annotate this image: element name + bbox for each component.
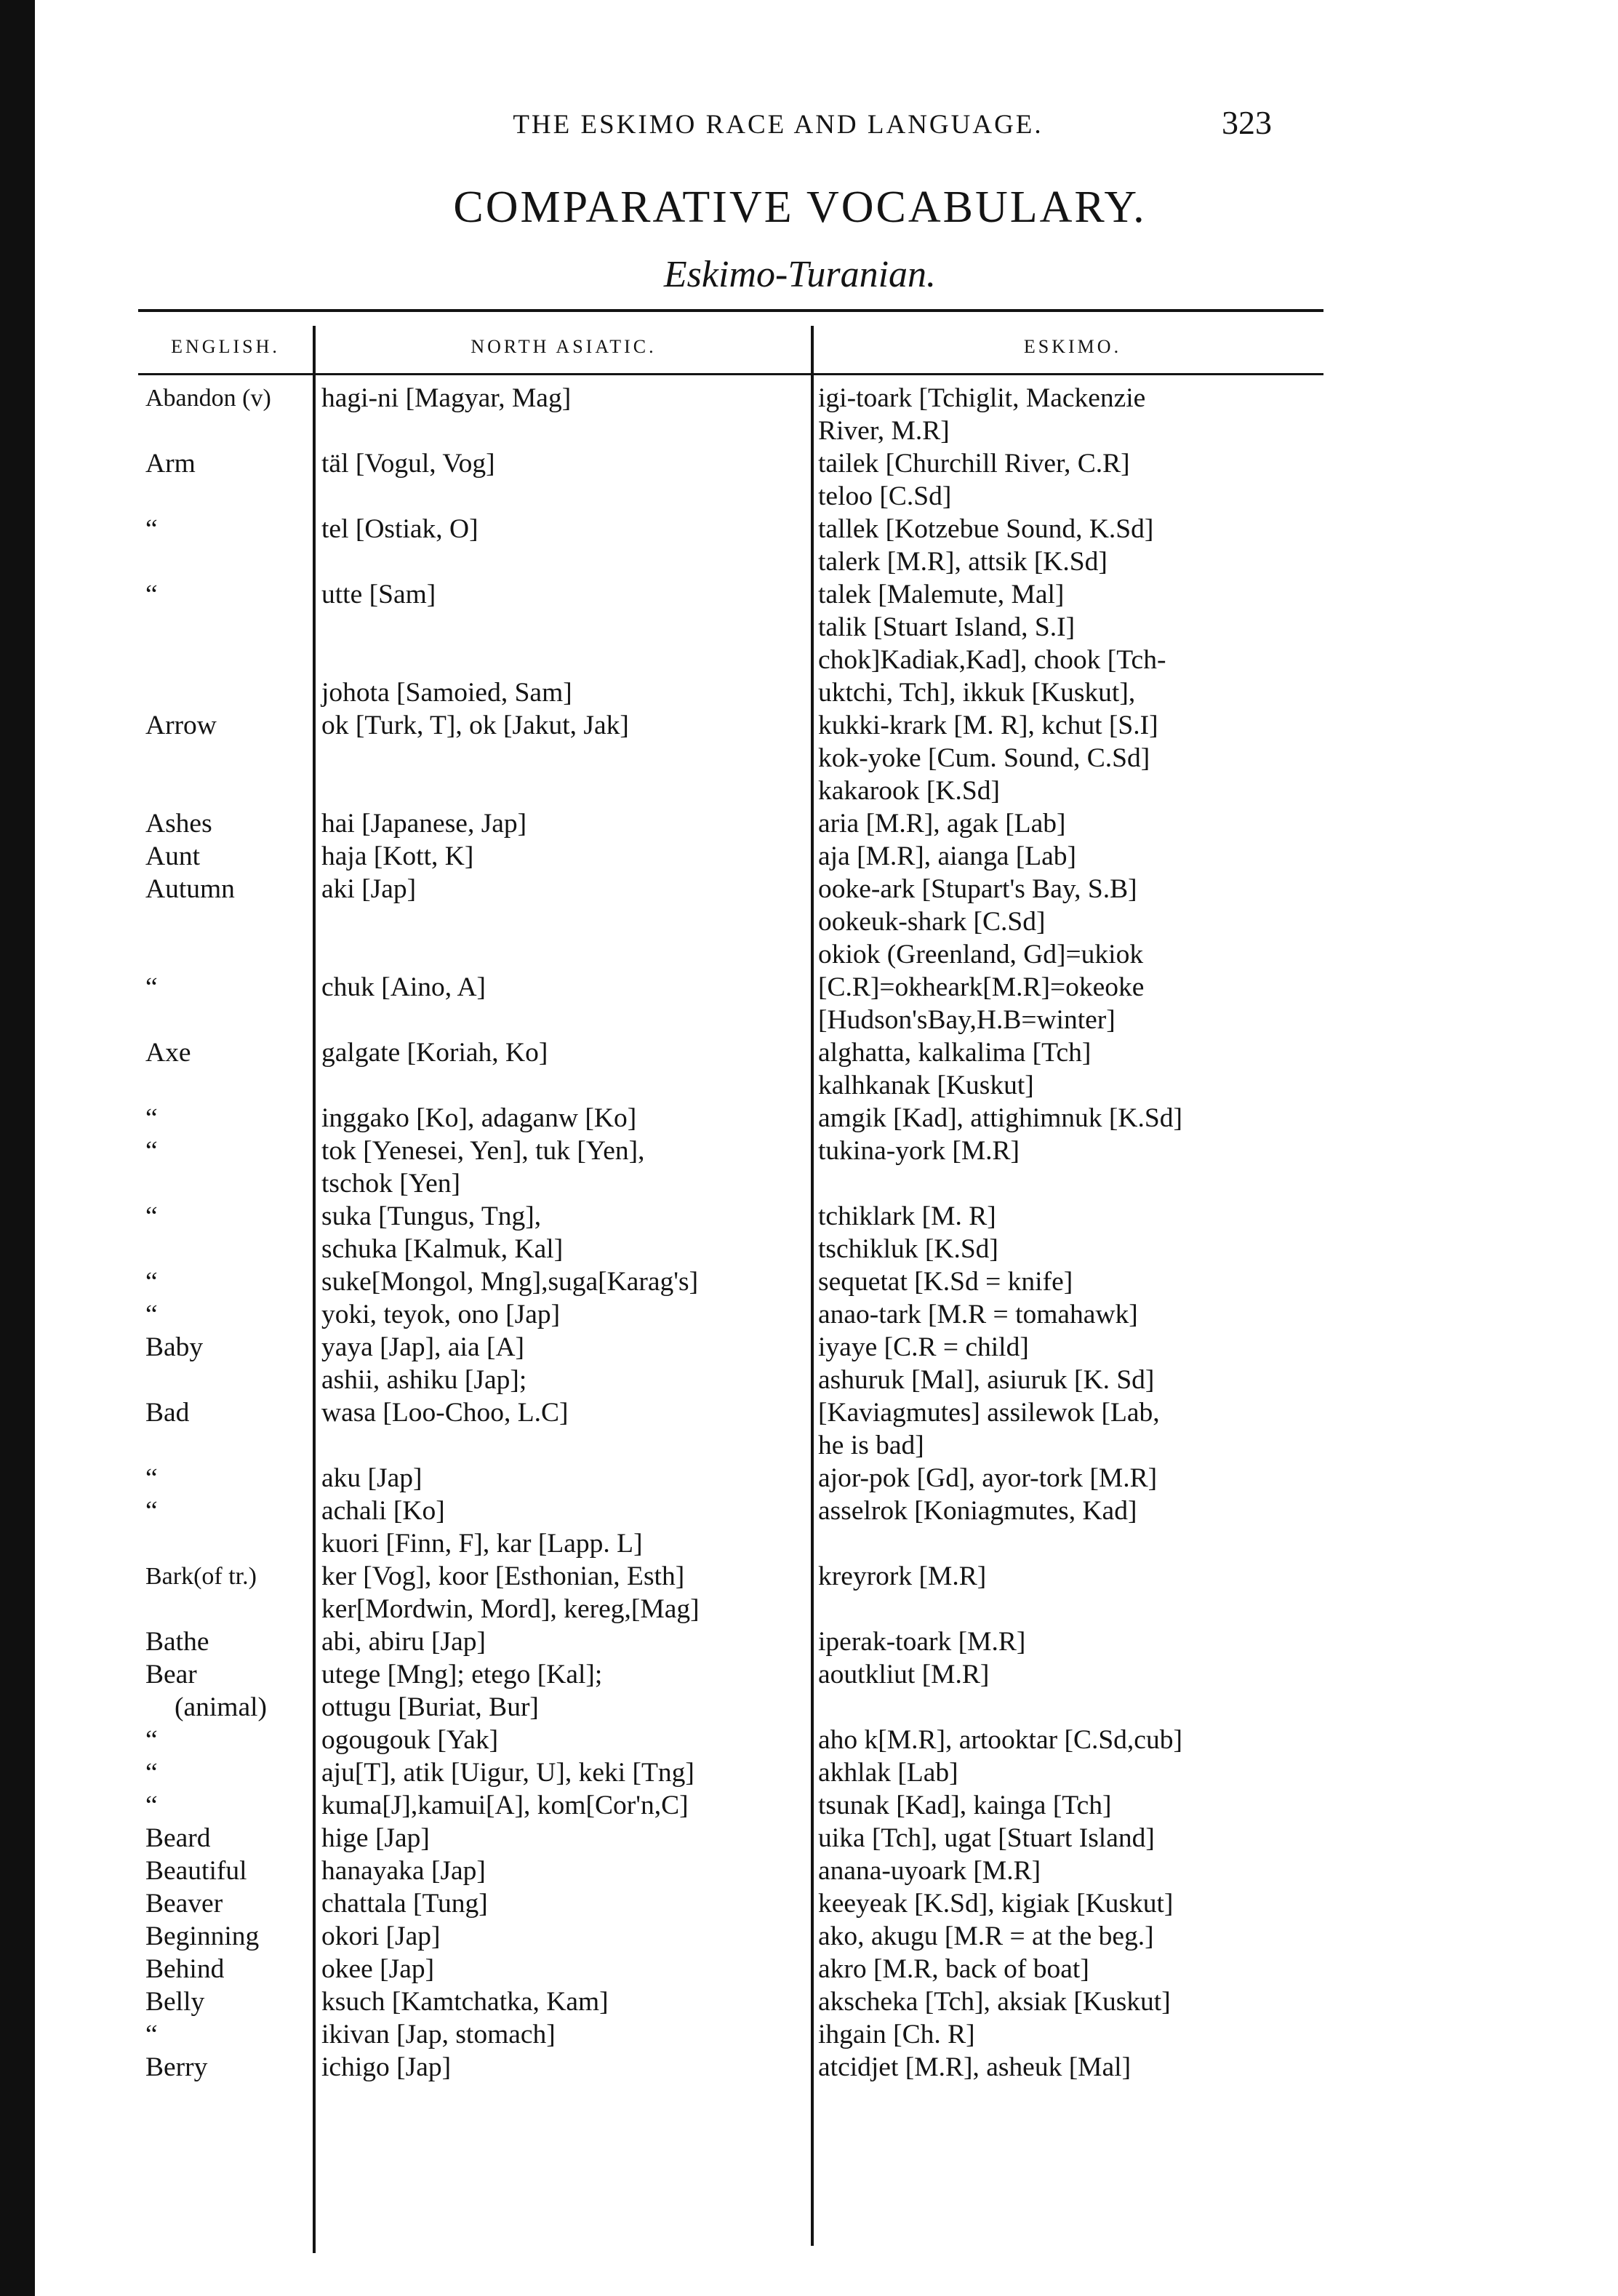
- cell-line: aki [Jap]: [321, 874, 417, 904]
- eskimo-cognate: [818, 807, 1334, 840]
- table-row: [145, 2018, 1331, 2051]
- english-word: [145, 1724, 313, 1756]
- cell-line: ottugu [Buriat, Bur]: [321, 1692, 539, 1722]
- table-row: [145, 1265, 1331, 1298]
- north-asiatic-cognate: [321, 1495, 805, 1527]
- cell-line: amgik [Kad], attighimnuk [K.Sd]: [818, 1103, 1182, 1133]
- english-word: [145, 1756, 313, 1789]
- eskimo-cognate: [818, 1102, 1334, 1135]
- cell-line: chattala [Tung]: [321, 1889, 488, 1919]
- cell-line: aho k[M.R], artooktar [C.Sd,cub]: [818, 1725, 1182, 1755]
- cell-line: “: [145, 972, 158, 1002]
- running-head: THE ESKIMO RACE AND LANGUAGE.: [513, 110, 1044, 140]
- eskimo-cognate: [818, 447, 1334, 513]
- table-row: [145, 938, 1331, 1036]
- english-word: [145, 1560, 313, 1593]
- cell-line: ihgain [Ch. R]: [818, 2020, 975, 2049]
- north-asiatic-cognate: [321, 840, 805, 873]
- cell-line: [Kaviagmutes] assilewok [Lab,: [818, 1398, 1160, 1428]
- cell-line: (animal): [175, 1692, 268, 1722]
- cell-line: anao-tark [M.R = tomahawk]: [818, 1300, 1138, 1329]
- north-asiatic-cognate: [321, 1200, 805, 1265]
- english-word: [145, 382, 313, 415]
- table-row: [145, 578, 1331, 644]
- table-row: [145, 1036, 1331, 1102]
- eskimo-cognate: [818, 1200, 1334, 1265]
- page-title: COMPARATIVE VOCABULARY.: [453, 183, 1147, 232]
- cell-line: “: [145, 2020, 158, 2049]
- cell-line: “: [145, 1103, 158, 1133]
- cell-line: ikivan [Jap, stomach]: [321, 2020, 556, 2049]
- north-asiatic-cognate: [321, 1527, 805, 1625]
- cell-line: yoki, teyok, ono [Jap]: [321, 1300, 561, 1329]
- cell-line: suka [Tungus, Tng],: [321, 1201, 542, 1231]
- cell-line: Baby: [145, 1332, 204, 1362]
- eskimo-cognate: [818, 1265, 1334, 1298]
- cell-line: Behind: [145, 1954, 225, 1984]
- table-row: [145, 1887, 1331, 1920]
- cell-line: schuka [Kalmuk, Kal]: [321, 1234, 564, 1264]
- eskimo-cognate: [818, 382, 1334, 447]
- cell-line: Bark(of tr.): [145, 1563, 257, 1590]
- cell-line: aoutkliut [M.R]: [818, 1660, 990, 1689]
- eskimo-cognate: [818, 1985, 1334, 2018]
- table-row: [145, 1985, 1331, 2018]
- cell-line: Beginning: [145, 1921, 260, 1951]
- cell-line: asselrok [Koniagmutes, Kad]: [818, 1496, 1137, 1526]
- cell-line: “: [145, 1496, 158, 1526]
- cell-line: ichigo [Jap]: [321, 2052, 452, 2082]
- table-row: [145, 1102, 1331, 1135]
- cell-line: keeyeak [K.Sd], kigiak [Kuskut]: [818, 1889, 1174, 1919]
- cell-line: Ashes: [145, 809, 212, 839]
- cell-line: tschok [Yen]: [321, 1169, 460, 1199]
- north-asiatic-cognate: [321, 676, 805, 742]
- cell-line: kalhkanak [Kuskut]: [818, 1071, 1034, 1100]
- cell-line: Abandon (v): [145, 385, 271, 412]
- eskimo-cognate: [818, 1658, 1334, 1691]
- cell-line: okiok (Greenland, Gd]=ukiok: [818, 940, 1144, 969]
- cell-line: “: [145, 580, 158, 609]
- eskimo-cognate: [818, 644, 1334, 807]
- top-rule: [138, 309, 1323, 312]
- english-word: [145, 1855, 313, 1887]
- eskimo-cognate: [818, 1364, 1334, 1462]
- cell-line: “: [145, 1463, 158, 1493]
- north-asiatic-cognate: [321, 1102, 805, 1135]
- cell-line: johota [Samoied, Sam]: [321, 678, 572, 708]
- english-word: [145, 1265, 313, 1298]
- cell-line: iyaye [C.R = child]: [818, 1332, 1029, 1362]
- english-word: [145, 1331, 313, 1364]
- cell-line: aja [M.R], aianga [Lab]: [818, 841, 1077, 871]
- cell-line: ashii, ashiku [Jap];: [321, 1365, 527, 1395]
- table-row: [145, 1495, 1331, 1527]
- cell-line: Bad: [145, 1398, 190, 1428]
- column-header-eskimo: ESKIMO.: [1023, 336, 1122, 357]
- eskimo-cognate: [818, 1822, 1334, 1855]
- cell-line: hige [Jap]: [321, 1823, 430, 1853]
- north-asiatic-cognate: [321, 578, 805, 611]
- eskimo-cognate: [818, 1724, 1334, 1756]
- cell-line: [C.R]=okheark[M.R]=okeoke: [818, 972, 1145, 1002]
- english-word: [145, 1953, 313, 1985]
- north-asiatic-cognate: [321, 513, 805, 545]
- cell-line: “: [145, 1267, 158, 1297]
- cell-line: ok [Turk, T], ok [Jakut, Jak]: [321, 711, 629, 740]
- north-asiatic-cognate: [321, 1462, 805, 1495]
- north-asiatic-cognate: [321, 1265, 805, 1298]
- eskimo-cognate: [818, 1855, 1334, 1887]
- cell-line: tschikluk [K.Sd]: [818, 1234, 998, 1264]
- english-word: [145, 1985, 313, 2018]
- north-asiatic-cognate: [321, 2051, 805, 2084]
- table-row: [145, 1920, 1331, 1953]
- eskimo-cognate: [818, 1756, 1334, 1789]
- cell-line: Bathe: [145, 1627, 209, 1657]
- cell-line: “: [145, 1136, 158, 1166]
- cell-line: tel [Ostiak, O]: [321, 514, 478, 544]
- eskimo-cognate: [818, 1789, 1334, 1822]
- eskimo-cognate: [818, 1036, 1334, 1102]
- north-asiatic-cognate: [321, 1985, 805, 2018]
- table-row: [145, 1298, 1331, 1331]
- eskimo-cognate: [818, 1298, 1334, 1331]
- english-word: [145, 1495, 313, 1527]
- cell-line: tallek [Kotzebue Sound, K.Sd]: [818, 514, 1154, 544]
- cell-line: uika [Tch], ugat [Stuart Island]: [818, 1823, 1155, 1853]
- north-asiatic-cognate: [321, 1298, 805, 1331]
- english-word: [145, 840, 313, 873]
- cell-line: kreyrork [M.R]: [818, 1561, 987, 1591]
- english-word: [145, 1462, 313, 1495]
- eskimo-cognate: [818, 513, 1334, 578]
- page-subtitle: Eskimo-Turanian.: [663, 254, 937, 295]
- cell-line: River, M.R]: [818, 416, 950, 446]
- cell-line: ajor-pok [Gd], ayor-tork [M.R]: [818, 1463, 1158, 1493]
- table-row: [145, 644, 1331, 807]
- cell-line: “: [145, 1758, 158, 1788]
- cell-line: uktchi, Tch], ikkuk [Kuskut],: [818, 678, 1136, 708]
- eskimo-cognate: [818, 1495, 1334, 1527]
- cell-line: ako, akugu [M.R = at the beg.]: [818, 1921, 1154, 1951]
- north-asiatic-cognate: [321, 1625, 805, 1658]
- cell-line: inggako [Ko], adaganw [Ko]: [321, 1103, 637, 1133]
- eskimo-cognate: [818, 1135, 1334, 1167]
- cell-line: kakarook [K.Sd]: [818, 776, 1000, 806]
- cell-line: abi, abiru [Jap]: [321, 1627, 486, 1657]
- scan-edge: [0, 0, 35, 2296]
- cell-line: Arm: [145, 449, 196, 479]
- english-word: [145, 2018, 313, 2051]
- english-word: [145, 447, 313, 480]
- cell-line: ksuch [Kamtchatka, Kam]: [321, 1987, 609, 2017]
- table-row: [145, 1200, 1331, 1265]
- english-word: [145, 1920, 313, 1953]
- north-asiatic-cognate: [321, 807, 805, 840]
- table-row: [145, 1756, 1331, 1789]
- table-row: [145, 382, 1331, 447]
- cell-line: tailek [Churchill River, C.R]: [818, 449, 1130, 479]
- cell-line: ogougouk [Yak]: [321, 1725, 499, 1755]
- cell-line: hai [Japanese, Jap]: [321, 809, 527, 839]
- cell-line: talik [Stuart Island, S.I]: [818, 612, 1076, 642]
- north-asiatic-cognate: [321, 1953, 805, 1985]
- column-header-english: ENGLISH.: [171, 336, 280, 357]
- cell-line: Axe: [145, 1038, 191, 1068]
- cell-line: utege [Mng]; etego [Kal];: [321, 1660, 603, 1689]
- english-word: [145, 2051, 313, 2084]
- cell-line: hanayaka [Jap]: [321, 1856, 486, 1886]
- cell-line: Berry: [145, 2052, 208, 2082]
- table-row: [145, 1658, 1331, 1724]
- north-asiatic-cognate: [321, 1364, 805, 1429]
- eskimo-cognate: [818, 1462, 1334, 1495]
- cell-line: tukina-york [M.R]: [818, 1136, 1020, 1166]
- north-asiatic-cognate: [321, 382, 805, 415]
- north-asiatic-cognate: [321, 1822, 805, 1855]
- eskimo-cognate: [818, 938, 1334, 1036]
- page-number: 323: [1222, 104, 1272, 141]
- cell-line: Arrow: [145, 711, 217, 740]
- table-row: [145, 1135, 1331, 1200]
- english-word: [145, 1789, 313, 1822]
- eskimo-cognate: [818, 1625, 1334, 1658]
- table-row: [145, 807, 1331, 840]
- english-word: [145, 1200, 313, 1233]
- table-row: [145, 1953, 1331, 1985]
- cell-line: Aunt: [145, 841, 200, 871]
- cell-line: Beaver: [145, 1889, 223, 1919]
- north-asiatic-cognate: [321, 1920, 805, 1953]
- cell-line: he is bad]: [818, 1431, 924, 1460]
- north-asiatic-cognate: [321, 1789, 805, 1822]
- cell-line: “: [145, 1725, 158, 1755]
- cell-line: “: [145, 1791, 158, 1820]
- cell-line: ker[Mordwin, Mord], kereg,[Mag]: [321, 1594, 700, 1624]
- cell-line: Beautiful: [145, 1856, 247, 1886]
- cell-line: [Hudson'sBay,H.B=winter]: [818, 1005, 1116, 1035]
- cell-line: achali [Ko]: [321, 1496, 445, 1526]
- cell-line: aju[T], atik [Uigur, U], keki [Tng]: [321, 1758, 694, 1788]
- eskimo-cognate: [818, 873, 1334, 938]
- cell-line: Belly: [145, 1987, 205, 2017]
- eskimo-cognate: [818, 1331, 1334, 1364]
- cell-line: kok-yoke [Cum. Sound, C.Sd]: [818, 743, 1150, 773]
- eskimo-cognate: [818, 1887, 1334, 1920]
- cell-line: Bear: [145, 1660, 197, 1689]
- north-asiatic-cognate: [321, 1855, 805, 1887]
- table-row: [145, 840, 1331, 873]
- north-asiatic-cognate: [321, 2018, 805, 2051]
- cell-line: aria [M.R], agak [Lab]: [818, 809, 1066, 839]
- table-row: [145, 1527, 1331, 1625]
- cell-line: teloo [C.Sd]: [818, 481, 952, 511]
- english-word: [145, 1887, 313, 1920]
- english-word: [145, 1658, 313, 1724]
- cell-line: alghatta, kalkalima [Tch]: [818, 1038, 1092, 1068]
- north-asiatic-cognate: [321, 1724, 805, 1756]
- english-word: [145, 971, 313, 1004]
- cell-line: hagi-ni [Magyar, Mag]: [321, 383, 572, 413]
- cell-line: ashuruk [Mal], asiuruk [K. Sd]: [818, 1365, 1155, 1395]
- table-row: [145, 1364, 1331, 1462]
- eskimo-cognate: [818, 2018, 1334, 2051]
- english-word: [145, 1102, 313, 1135]
- column-header-north-asiatic: NORTH ASIATIC.: [470, 336, 657, 357]
- cell-line: täl [Vogul, Vog]: [321, 449, 495, 479]
- cell-line: chuk [Aino, A]: [321, 972, 486, 1002]
- cell-line: “: [145, 514, 158, 544]
- cell-line: kukki-krark [M. R], kchut [S.I]: [818, 711, 1158, 740]
- cell-line: wasa [Loo-Choo, L.C]: [321, 1398, 569, 1428]
- cell-line: “: [145, 1300, 158, 1329]
- table-row: [145, 873, 1331, 938]
- cell-line: suke[Mongol, Mng],suga[Karag's]: [321, 1267, 699, 1297]
- eskimo-cognate: [818, 840, 1334, 873]
- cell-line: okee [Jap]: [321, 1954, 435, 1984]
- table-row: [145, 2051, 1331, 2084]
- eskimo-cognate: [818, 1953, 1334, 1985]
- north-asiatic-cognate: [321, 1658, 805, 1724]
- english-word: [145, 1135, 313, 1167]
- table-row: [145, 1789, 1331, 1822]
- table-row: [145, 1625, 1331, 1658]
- english-word: [145, 1822, 313, 1855]
- english-word: [145, 1298, 313, 1331]
- cell-line: tok [Yenesei, Yen], tuk [Yen],: [321, 1136, 645, 1166]
- cell-line: ooke-ark [Stupart's Bay, S.B]: [818, 874, 1137, 904]
- north-asiatic-cognate: [321, 1036, 805, 1069]
- cell-line: yaya [Jap], aia [A]: [321, 1332, 525, 1362]
- table-row: [145, 1855, 1331, 1887]
- north-asiatic-cognate: [321, 971, 805, 1004]
- cell-line: tchiklark [M. R]: [818, 1201, 996, 1231]
- cell-line: kuori [Finn, F], kar [Lapp. L]: [321, 1529, 643, 1559]
- cell-line: haja [Kott, K]: [321, 841, 474, 871]
- cell-line: talerk [M.R], attsik [K.Sd]: [818, 547, 1108, 577]
- cell-line: aku [Jap]: [321, 1463, 422, 1493]
- english-word: [145, 807, 313, 840]
- english-word: [145, 513, 313, 545]
- english-word: [145, 709, 313, 742]
- cell-line: galgate [Koriah, Ko]: [321, 1038, 548, 1068]
- cell-line: ker [Vog], koor [Esthonian, Esth]: [321, 1561, 685, 1591]
- cell-line: tsunak [Kad], kainga [Tch]: [818, 1791, 1112, 1820]
- table-row: [145, 1822, 1331, 1855]
- table-row: [145, 513, 1331, 578]
- table-row: [145, 447, 1331, 513]
- north-asiatic-cognate: [321, 1887, 805, 1920]
- cell-line: akhlak [Lab]: [818, 1758, 958, 1788]
- cell-line: talek [Malemute, Mal]: [818, 580, 1065, 609]
- north-asiatic-cognate: [321, 1756, 805, 1789]
- cell-line: okori [Jap]: [321, 1921, 441, 1951]
- cell-line: igi-toark [Tchiglit, Mackenzie: [818, 383, 1146, 413]
- cell-line: akscheka [Tch], aksiak [Kuskut]: [818, 1987, 1171, 2017]
- cell-line: iperak-toark [M.R]: [818, 1627, 1026, 1657]
- north-asiatic-cognate: [321, 1331, 805, 1364]
- eskimo-cognate: [818, 2051, 1334, 2084]
- north-asiatic-cognate: [321, 1135, 805, 1200]
- header-rule: [138, 373, 1323, 375]
- table-row: [145, 1331, 1331, 1364]
- english-word: [145, 1625, 313, 1658]
- english-word: [145, 873, 313, 905]
- cell-line: akro [M.R, back of boat]: [818, 1954, 1089, 1984]
- cell-line: utte [Sam]: [321, 580, 436, 609]
- english-word: [145, 1036, 313, 1069]
- north-asiatic-cognate: [321, 873, 805, 905]
- cell-line: ookeuk-shark [C.Sd]: [818, 907, 1046, 937]
- cell-line: atcidjet [M.R], asheuk [Mal]: [818, 2052, 1132, 2082]
- cell-line: anana-uyoark [M.R]: [818, 1856, 1041, 1886]
- cell-line: sequetat [K.Sd = knife]: [818, 1267, 1073, 1297]
- eskimo-cognate: [818, 1560, 1334, 1593]
- vocabulary-table: [145, 382, 1331, 2084]
- cell-line: kuma[J],kamui[A], kom[Cor'n,C]: [321, 1791, 689, 1820]
- eskimo-cognate: [818, 1920, 1334, 1953]
- eskimo-cognate: [818, 578, 1334, 644]
- english-word: [145, 578, 313, 611]
- table-row: [145, 1724, 1331, 1756]
- table-row: [145, 1462, 1331, 1495]
- cell-line: Autumn: [145, 874, 235, 904]
- north-asiatic-cognate: [321, 447, 805, 480]
- cell-line: Beard: [145, 1823, 211, 1853]
- cell-line: “: [145, 1201, 158, 1231]
- english-word: [145, 1396, 313, 1429]
- cell-line: chok]Kadiak,Kad], chook [Tch-: [818, 645, 1166, 675]
